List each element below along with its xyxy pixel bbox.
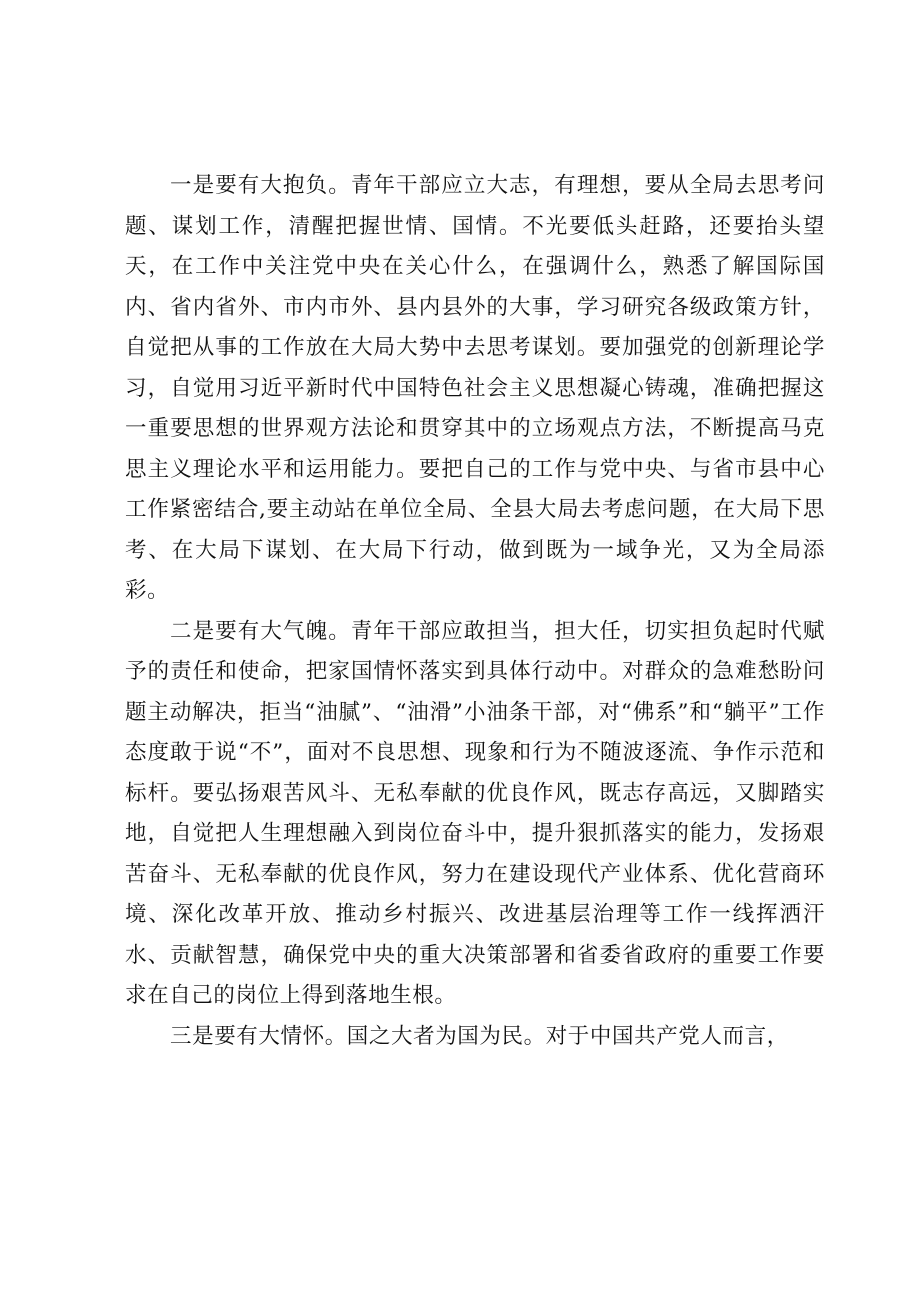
paragraph-2: 二是要有大气魄。青年干部应敢担当，担大任，切实担负起时代赋予的责任和使命，把家国情怀落实到具体行动中。对群众的急难愁盼问题主动解决，拒当“油腻”、“油滑”小油条干部，对“佛系”和“躺平”工作态度敢于说“不”，面对不良思想、现象和行为不随波逐流、争作示范和标杆。要弘扬艰苦风斗、无私奉献的优良作风，既志存高远，又脚踏实地，自觉把人生理想融入到岗位奋斗中，提升狠抓落实的能力，发扬艰苦奋斗、无私奉献的优良作风，努力在建设现代产业体系、优化营商环境、深化改革开放、推动乡村振兴、改进基层治理等工作一线挥洒汗水、贡献智慧，确保党中央的重大决策部署和省委省政府的重要工作要求在自己的岗位上得到落地生根。 xyxy=(125,618,825,1008)
paragraph-1: 一是要有大抱负。青年干部应立大志，有理想，要从全局去思考问题、谋划工作，清醒把握世情、国情。不光要低头赶路，还要抬头望天，在工作中关注党中央在关心什么，在强调什么，熟悉了解国际国内、省内省外、市内市外、县内县外的大事，学习研究各级政策方针，自觉把从事的工作放在大局大势中去思考谋划。要加强党的创新理论学习，自觉用习近平新时代中国特色社会主义思想凝心铸魂，准确把握这一重要思想的世界观方法论和贯穿其中的立场观点方法，不断提高马克思主义理论水平和运用能力。要把自己的工作与党中央、与省市县中心工作紧密结合,要主动站在单位全局、全县大局去考虑问题，在大局下思考、在大局下谋划、在大局下行动，做到既为一域争光，又为全局添彩。 xyxy=(125,173,825,603)
paragraph-3: 三是要有大情怀。国之大者为国为民。对于中国共产党人而言， xyxy=(170,1023,789,1049)
document-body xyxy=(125,166,825,1057)
